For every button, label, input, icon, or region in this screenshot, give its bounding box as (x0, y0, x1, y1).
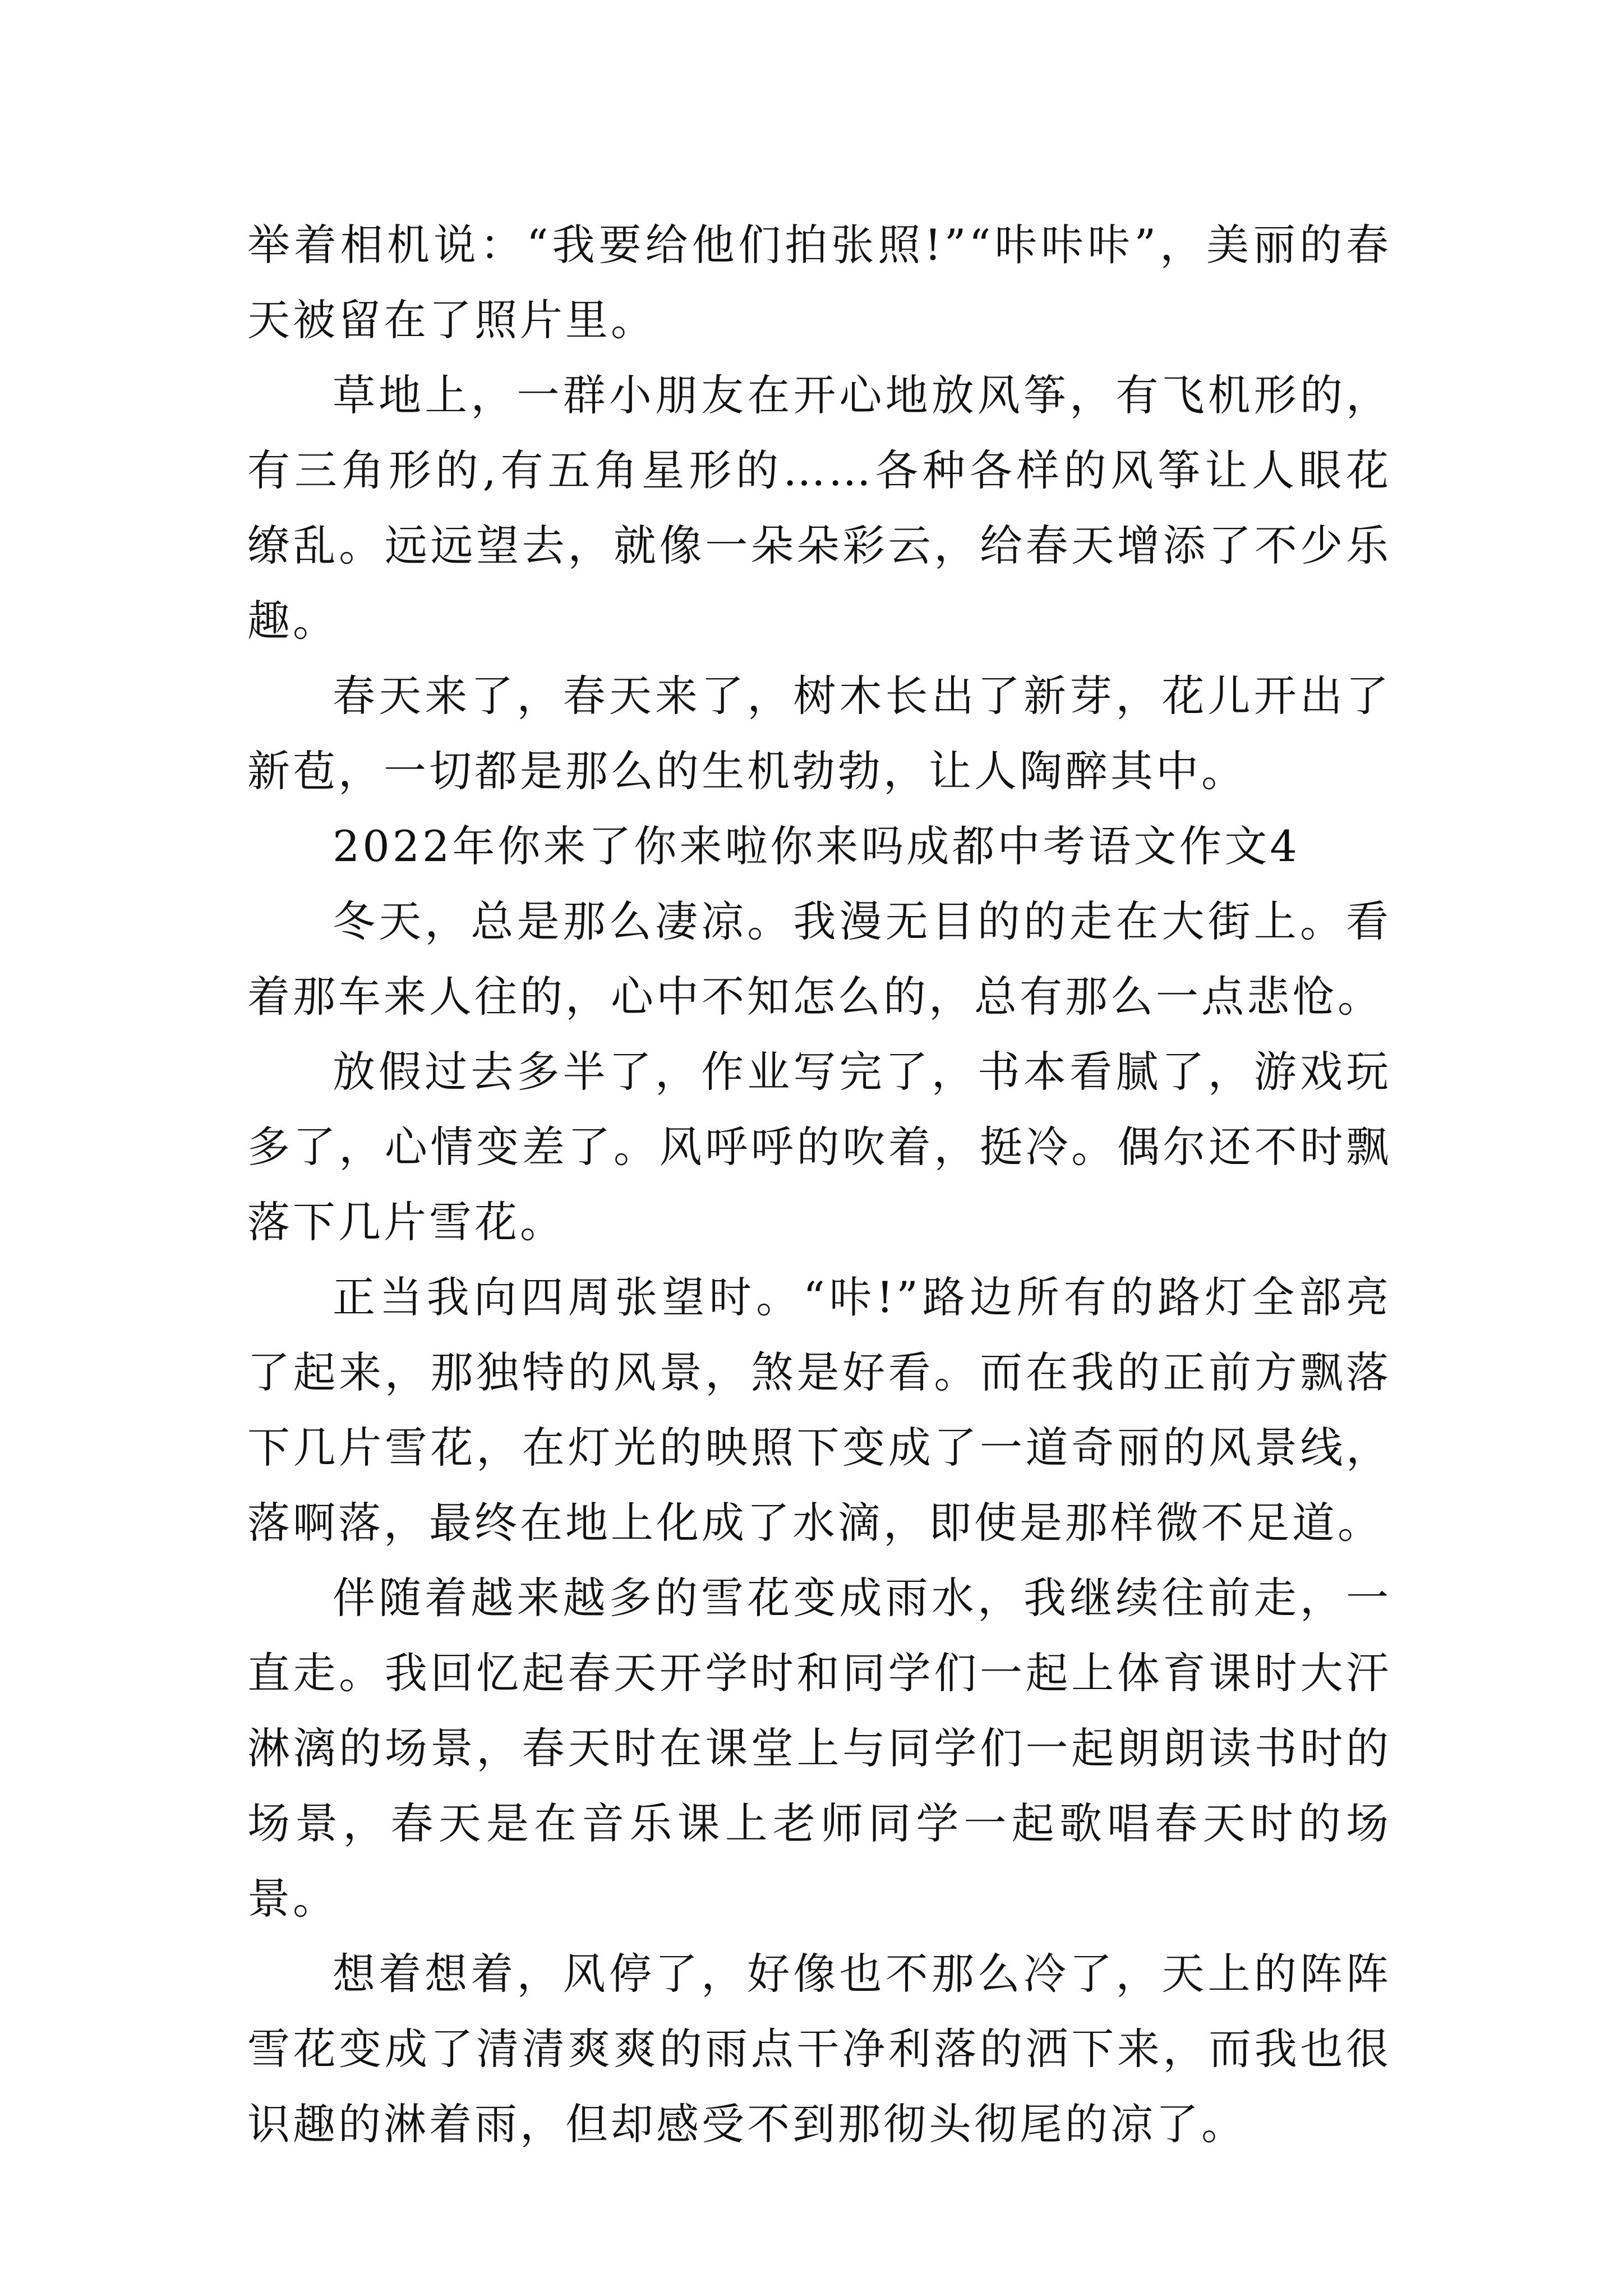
section-heading: 2022年你来了你来啦你来吗成都中考语文作文4 (333, 821, 1300, 871)
paragraph-1: 举着相机说：“我要给他们拍张照!”“咔咔咔”，美丽的春天被留在了照片里。 (247, 220, 1391, 345)
document-body (247, 208, 1391, 2162)
paragraph-8: 想着想着，风停了，好像也不那么冷了，天上的阵阵雪花变成了清清爽爽的雨点干净利落的洒下来，而我也很识趣的淋着雨，但却感受不到那彻头彻尾的凉了。 (247, 1949, 1391, 2149)
paragraph-2: 草地上，一群小朋友在开心地放风筝，有飞机形的，有三角形的,有五角星形的……各种各样的风筝让人眼花缭乱。远远望去，就像一朵朵彩云，给春天增添了不少乐趣。 (247, 370, 1391, 646)
paragraph-6: 正当我向四周张望时。“咔!”路边所有的路灯全部亮了起来，那独特的风景，煞是好看。而在我的正前方飘落下几片雪花，在灯光的映照下变成了一道奇丽的风景线，落啊落，最终在地上化成了水滴，即使是那样微不足道。 (247, 1272, 1391, 1548)
paragraph-3: 春天来了，春天来了，树木长出了新芽，花儿开出了新苞，一切都是那么的生机勃勃，让人陶醉其中。 (247, 671, 1391, 796)
paragraph-5: 放假过去多半了，作业写完了，书本看腻了，游戏玩多了，心情变差了。风呼呼的吹着，挺冷。偶尔还不时飘落下几片雪花。 (247, 1047, 1391, 1247)
paragraph-4: 冬天，总是那么凄凉。我漫无目的的走在大街上。看着那车来人往的，心中不知怎么的，总有那么一点悲怆。 (247, 896, 1391, 1022)
paragraph-7: 伴随着越来越多的雪花变成雨水，我继续往前走，一直走。我回忆起春天开学时和同学们一起上体育课时大汗淋漓的场景，春天时在课堂上与同学们一起朗朗读书时的场景，春天是在音乐课上老师同学一起歌唱春天时的场景。 (247, 1573, 1391, 1924)
